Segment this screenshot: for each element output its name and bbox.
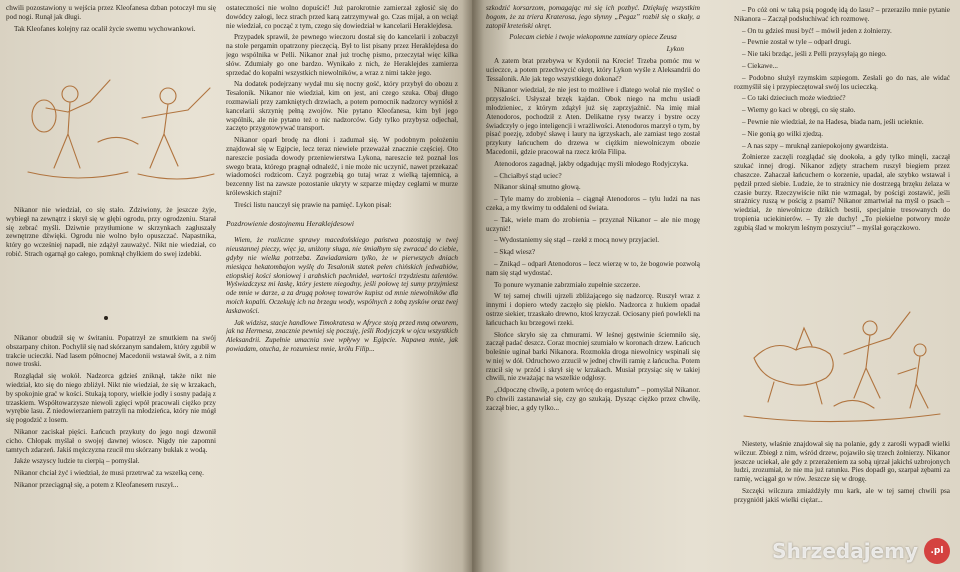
dialogue-line: – Pewnie nie wiedział, że na Hadesa, biada nam, jeśli ucieknie. [742, 117, 924, 126]
book-gutter [462, 0, 484, 572]
right-col4-top [734, 6, 950, 298]
paragraph: Nikanor chciał żyć i wiedział, że musi przetrwać za wszelką cenę. [14, 469, 204, 478]
left-col2 [226, 4, 458, 564]
dialogue-line: – Nie taki brzdąc, jeśli z Pelli przysyłają go niego. [742, 50, 887, 59]
warriors-sketch-illustration [18, 72, 218, 192]
dialogue-line: – Po cóż oni w taką psią pogodę idą do lasu? – przeraziło mnie pytanie Nikanora – Zaczął podsłuchiwać ich rozmowę. [734, 6, 950, 23]
paragraph: Tak Kleofanes kolejny raz ocalił życie swemu wychowankowi. [14, 24, 196, 33]
paragraph: „Odpocznę chwilę, a potem wrócę do ergastulum” – pomyślał Nikanor. Po chwili zastanawiał się, czy go szukają. Dysząc ciężko przez chwilę, zaczął biec, a gdy tylko... [486, 386, 700, 412]
paragraph: Treści listu nauczył się prawie na pamięć. Lykon pisał: [234, 200, 392, 209]
paragraph: Szczęki wilczura zmiażdżyły mu kark, ale w tej samej chwili psa przygniótł jakiś wielki ciężar... [734, 486, 950, 504]
paragraph: A zatem brat przebywa w Kydonii na Krecie! Trzeba pomóc mu w ucieczce, a potem przechwycić okręt, który Lykon wyśle z Aleksandrii do Tessalonik. Ale jak tego wszystkiego dokonać? [486, 56, 700, 83]
right-col3 [486, 4, 700, 568]
paragraph: Nikanor nie wiedział, co się stało. Zdziwiony, że jeszcze żyje, wybiegł na zewnątrz i skrył się w głębi ogrodu, przy ogrodzeniu. Starał się zebrać myśli. Dziwnie przytłumione w skrzynkach zagłuszały zewnętrzne dźwięki. Ogrodu nie wolno było opuszczać. Napastnika, który go wcześniej napadł, nie zdążył zauważyć. Nikt nie wiedział, co robić. Strach ogarnął go całego, pomknął chyłkiem do swej izdebki. [6, 206, 216, 258]
paragraph: W tej samej chwili ujrzeli zbliżającego się nadzorcę. Ruszył wraz z innymi i dopiero wtedy zaczęło się piekło. Nadzorca z hukiem opadał ostrze siekier, trzaskało drewno, ktoś krzyczał. Ociosany pień powlekli na łańcuchach ku brzegowi rzeki. [486, 292, 700, 327]
left-col1-bottom [6, 334, 216, 570]
wolf-attack-sketch-illustration [734, 298, 950, 430]
dialogue-line: – Chciałbyś stąd uciec? [494, 171, 562, 180]
paragraph: Rozglądał się wokół. Nadzorca gdzieś zniknął, także nikt nie wiedział, kto się do niego zbliżył. Nikt nie wiedział, że się w krzakach, by spokojnie grać w kości. Stukają topory, wielkie jodły i sosny padają z trzaskiem. Współtowarzysze niewoli zgięci wpół pracowali ciężko przy wyrębie lasu. Z niedowierzaniem patrzyli na młodzieńca, który nie mógł się pogodzić z losem. [6, 372, 216, 425]
left-page [0, 0, 472, 572]
letter-paragraph: Jak widzisz, stacje handlowe Timokratesa w Afryce stoją przed mną otworem, jak na Hermesa, znacznie pewniej się poczuję, jeśli Rodyjczyk w ojcu wszystkich Aleksandrii. Zupełnie umacnia swe wpływy w Egipcie. Napawa mnie, jak powiadam, otucha, że rozumiesz mnie, królu Filip... [226, 318, 458, 353]
paragraph: Nikanor wiedział, że nie jest to możliwe i dlatego wolał nie myśleć o przyszłości. Usłyszał brzęk kajdan. Obok niego na mchu usiadł młodzieniec, z którym zdążył już się zaprzyjaźnić. Na imię miał Atenodoros, pochodził z Aten. Delikatne rysy twarzy i bystre oczy świadczyły o jego inteligencji i wrażliwości. Atenodoros marzył o tym, by pisać poezję, zdobyć sławę i laury na igrzyskach, ale zamiast tego został przykuty łańcuchem do drzewa w ciężkim niewolniczym obozie Macedonii, gdzie pracował na rzecz króla Filipa. [486, 86, 700, 156]
dialogue-line: – Znikąd – odparł Atenodoros – lecz wierzę w to, że bogowie pozwolą nam się stąd wydostać. [486, 259, 700, 277]
paragraph: To ponure wyznanie zabrzmiało zupełnie szczerze. [494, 280, 641, 289]
paragraph: Na dodatek podejrzany wydał mu się nocny gość, który przybył do obozu z Tesalonik. Nikanor nie wiedział, kim on jest, ani czego szuka. Obaj długo rozmawiali przy zamkniętych drzwiach, a potem pomocnik nadzorcy wyniósł z kancelarii skrzynię pełną zwojów. Nie pytano Kleofanesa, kim był jego wspólnik, ale nie pytano też o nic nadzorców. Gdy tylko przybysz odjechał, zaczęto przygotowywać transport. [226, 80, 458, 133]
dialogue-line: – Co taki dzieciuch może wiedzieć? [742, 94, 846, 103]
dialogue-line: – A nas szpy – mruknął zaniepokojony gwardzista. [742, 141, 889, 150]
left-col1-mid [6, 206, 216, 292]
paragraph: Nikanor przeciągnął się, a potem z Kleofanesem ruszył... [14, 480, 179, 489]
letter-closing: Polecam ciebie i twoje wiekopomne zamiary opiece Zeusa [509, 33, 677, 42]
dialogue-line: – Podobno służył rzymskim szpiegom. Zesłali go do nas, ale widać rozmyślił się i przypieczętował swój los ucieczką. [734, 73, 950, 91]
watermark-text: Shrzedajemy [772, 539, 918, 563]
watermark [772, 538, 950, 564]
paragraph: Nikanor oparł brodę na dłoni i zadumał się. W podobnym położeniu znajdował się w Egipcie, lecz teraz niewiele przeważał znacznie częściej. Oto nareszcie posiada dowody przeniewierstwa Lykona, nareszcie też poznał los swego brata, którego pragnął odnaleźć, i nie może nic uczynić, nawet przekazać wiadomości rodzicom. Czyż pogrzebią go tutaj wraz z wielką tajemnicą, a bezcenny list na zawsze pozostanie ukryty w szparze między cegłami w murze królewskich stajni? [226, 136, 458, 197]
dialogue-line: – Wydostaniemy się stąd – rzekł z mocą nowy przyjaciel. [494, 236, 660, 245]
letter-signature: Lykon [666, 45, 684, 54]
letter-paragraph: Wiem, że rozliczne sprawy macedońskiego państwa pozostają w twej nieustannej pieczy, więc ja, uniżony sługa, nie śmiałbym się zwracać do ciebie, gdyby nie wielka potrzeba. Zawiadamiam tylko, że w pierwszych dniach miesiąca hekatombajon wyślę do Tesalonik statek pełen chińskich jedwabiów, etiopskiej kości słoniowej i arabskich pachnideł, wartości trzydziestu talentów. Wyświadczysz mi łaskę, który jestem niegodny, jeśli połowę tej sumy przyjmiesz ode mnie w darze, a za drugą połowę towarów kupisz od mnie niewolników dla moich kopalń. Oczekuję ich na brzegu wody, wspólnych z tobą zysków oraz twej łaskawości. [226, 236, 458, 315]
paragraph: chwili pozostawiony u wejścia przez Kleofanesa dzban potoczył mu się pod nogi. Runął jak długi. [6, 4, 216, 21]
paragraph: Nikanor zaciskał pięści. Łańcuch przykuty do jego nogi dzwonił cicho. Chłopak myślał o swojej dawnej wiosce. Nigdy nie zapomni tamtych zdarzeń. Jakiś mężczyzna rzucił mu skórzany bukłak z wodą. [6, 427, 216, 454]
paragraph: ostateczności nie wolno dopuścić! Już parokrotnie zamierzał zgłosić się do dowódcy załogi, lecz strach przed karą zatrzymywał go. Czas mijał, a on wciąż nie wiedział, co począć z tym, czego się dowiedział w kancelarii Heraklejdesa. [226, 4, 458, 30]
paragraph: Nikanor obudził się w świtaniu. Popatrzył ze smutkiem na swój obszarpany chiton. Pochylił się nad skórzanym sandałem, który zgubił w trakcie ucieczki. Nad lasem północnej Macedonii wstawał świt, a z nim nowe troski. [6, 334, 216, 369]
paragraph: Jakże wszyscy ludzie tu cierpią – pomyślał. [14, 457, 140, 466]
dialogue-line: – Nie gonią go wilki zjedzą. [742, 129, 824, 138]
dialogue-line: – Skąd wiesz? [494, 248, 536, 257]
dialogue-line: – Ciekawe... [742, 61, 778, 70]
section-divider-dot [104, 316, 108, 320]
right-col4-bottom [734, 440, 950, 530]
paragraph: Żołnierze zaczęli rozglądać się dookoła, a gdy tylko minęli, zaczął szukać innej drogi. Nikanor zdjęty strachem ruszył biegiem przez chaszcze. Zahaczał łańcuchem o korzenie, upadał, ale szybko wstawał i pędził przed siebie. Ludzie, że to strażnicy nie dostrzegą brzęku żelaza w czasie burzy. Rzeczywiście nikt nie wzmagał, by pościgi zostawić, jeśli strażnicy ruszą w pościg z psami? Nikanor zmartwiał na myśl o psach – wiedział, że niewolnicze dzikich bestii, specjalnie tresowanych do tropienia uciekinierów. – Ty złe duchy! „To piekielne potwory może zgubią ślad w mokrym leśnym poszyciu!” – myślał gorączkowo. [734, 153, 950, 232]
right-page [472, 0, 960, 572]
dialogue-line: – Tyle mamy do zrobienia – ciągnął Atenodoros – tylu ludzi na nas czeka, a my tkwimy tu oddaleni od świata. [486, 195, 700, 212]
paragraph: Niestety, właśnie znajdował się na polanie, gdy z zarośli wypadł wielki wilczur. Zbiegł z nim, wśród drzew, pojawiło się trzech żołnierzy. Nikanor jeszcze uciekał, ale gdy z przerażeniem za sobą ujrzał jakichś uzbrojonych ludzi, zrozumiał, że nie ma już ratunku. Pies dopadł go, szarpał zębami za ramię, wciągał go w rów. Jeszcze się w drogę. [734, 440, 950, 484]
dialogue-line: – Wiemy go kaci w obręgi, co się stało. [742, 106, 856, 115]
paragraph: Atenodoros zagadnął, jakby odgadując myśli młodego Rodyjczyka. [494, 159, 689, 168]
paragraph: Przypadek sprawił, że pewnego wieczoru dostał się do kancelarii i zobaczył na stole pergamin opatrzony pieczęcią. Był to list pisany przez Heraklejdesa do jego wspólnika w Pelli. Nikanor znał już trochę pismo, przeczytał więc kilka słów. Zdumiały go one bardzo. Wynikało z nich, że Heraklejdes zamierza sprzedać do kopalni wszystkich niewolników, a wraz z nimi także jego. [226, 33, 458, 77]
paragraph: Nikanor skinął smutno głową. [494, 183, 581, 192]
dialogue-line: – Tak, wiele mam do zrobienia – przyznał Nikanor – ale nie mogę uczynić! [486, 215, 700, 233]
letter-heading: Pozdrowienie dostojnemu Heraklejdesowi [226, 218, 354, 228]
paragraph: Słońce skryło się za chmurami. W leśnej gęstwinie ściemniło się, zaczął padać deszcz. Coraz mocniej szumiało w koronach drzew. Łańcuch boleśnie uginał barki Nikanora. Rozmokła droga niewolnicy wspinali się w niej w dół. Odruchowo zrzucił w jednej chwili ramię z łańcucha. Potem rzucił się w przód i skrył się w krzakach. Musiał przysiąc się w takiej chwili, nie zważając na wszelkie odgłosy. [486, 330, 700, 383]
dialogue-line: – On tu gdzieś musi być! – mówił jeden z żołnierzy. [742, 26, 892, 35]
watermark-badge-icon: .pl [924, 538, 950, 564]
dialogue-line: – Pewnie został w tyle – odparł drugi. [742, 38, 851, 47]
letter-paragraph: szkodzić korsarzom, pomagając mi się ich pozbyć. Dziękuję wszystkim bogom, że za triera Kraterosa, jego słynny „Pegaz” rozbił się o skały, a zatopił kreteński okręt. [486, 4, 700, 30]
